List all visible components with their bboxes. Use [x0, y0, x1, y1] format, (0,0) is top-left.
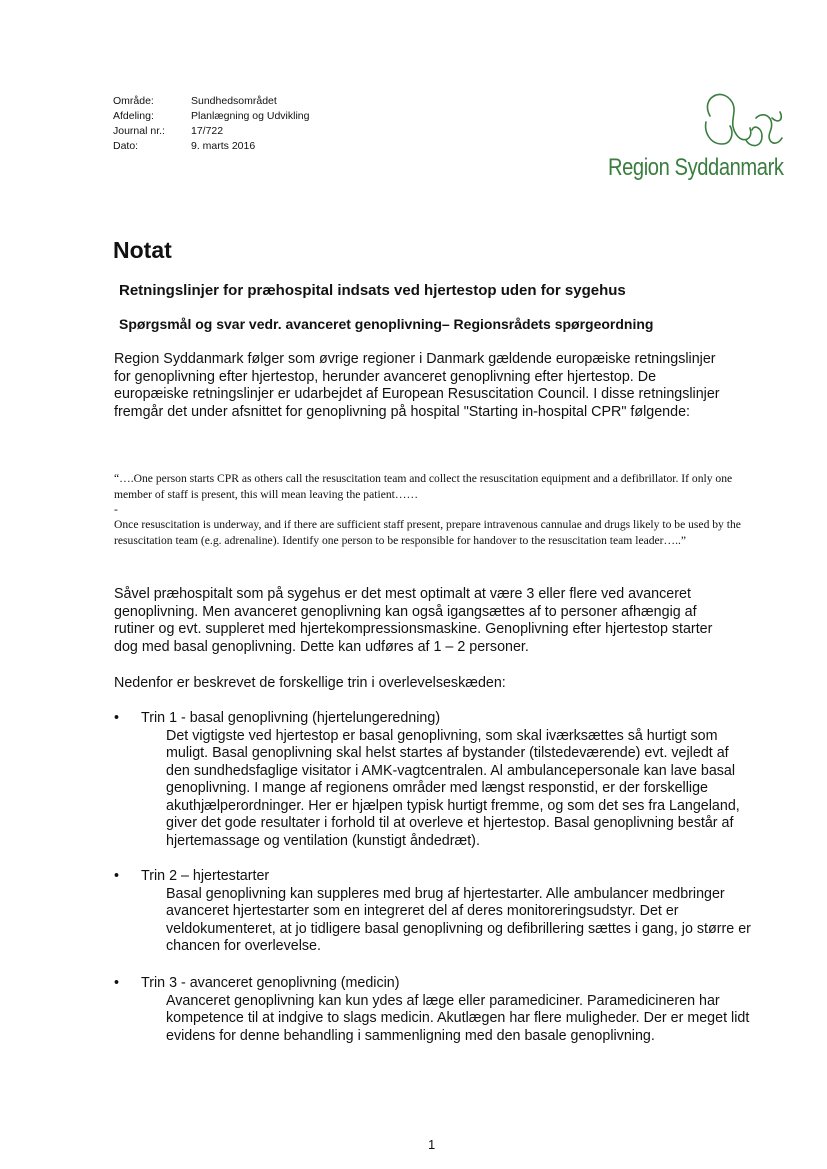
- logo-text: Region Syddanmark: [608, 154, 784, 181]
- meta-label: Journal nr.:: [113, 125, 165, 137]
- list-item-body: Avanceret genoplivning kan kun ydes af læge eller paramediciner. Paramedicineren har kompetence til at indgive to slags medicin. Akutlægen har flere muligheder. Der er meget lidt evidens for denne behandling i sammenligning med den basale genoplivning.: [166, 992, 750, 1044]
- paragraph-2: Såvel præhospitalt som på sygehus er det mest optimalt at være 3 eller flere ved avanceret genoplivning. Men avanceret genoplivning kan også igangsættes af to personer afhængig af rutiner og evt. suppleret med hjertekompressionsmaskine. Genoplivning efter hjertestop starter dog med basal genoplivning. Dette kan udføres af 1 – 2 personer.: [114, 586, 713, 656]
- meta-label: Område:: [113, 95, 154, 107]
- document-heading: Retningslinjer for præhospital indsats ved hjertestop uden for sygehus: [119, 282, 626, 299]
- meta-label: Afdeling:: [113, 110, 154, 122]
- list-item-title: Trin 2 – hjertestarter: [141, 868, 270, 884]
- meta-label: Dato:: [113, 140, 139, 152]
- meta-value: Planlægning og Udvikling: [191, 110, 310, 122]
- meta-row-journal: [113, 124, 310, 139]
- page-number: 1: [428, 1137, 436, 1152]
- meta-row-area: [113, 94, 310, 109]
- document-subheading: Spørgsmål og svar vedr. avanceret genoplivning– Regionsrådets spørgeordning: [119, 316, 654, 332]
- intro-paragraph: Region Syddanmark følger som øvrige regioner i Danmark gældende europæiske retningslinjer for genoplivning efter hjertestop, herunder avanceret genoplivning efter hjertestop. De europæiske retningslinjer er udarbejdet af European Resuscitation Council. I disse retningslinjer fremgår det under afsnittet for genoplivning på hospital "Starting in-hospital CPR" følgende:: [114, 351, 720, 421]
- logo-mark-icon: [692, 88, 802, 160]
- paragraph-3: Nedenfor er beskrevet de forskellige trin i overlevelseskæden:: [114, 675, 506, 691]
- meta-value: Sundhedsområdet: [191, 95, 277, 107]
- region-logo: [600, 88, 800, 188]
- list-item-body: Basal genoplivning kan suppleres med brug af hjertestarter. Alle ambulancer medbringer avanceret hjertestarter som en integreret del af deres monitoreringsudstyr. Det er veldokumenteret, at jo tidligere basal genoplivning og defibrillering sættes i gang, jo større er chancen for overlevelse.: [166, 885, 751, 954]
- list-item-title: Trin 1 - basal genoplivning (hjertelungeredning): [141, 710, 441, 726]
- meta-row-department: [113, 109, 310, 124]
- document-metadata: [113, 94, 310, 154]
- quote-part-1: “….One person starts CPR as others call the resuscitation team and collect the resuscitation equipment and a defibrillator. If only one member of staff is present, this will mean leaving the patient……: [114, 472, 733, 501]
- bullet-icon: •: [114, 710, 120, 726]
- meta-value: 9. marts 2016: [191, 140, 256, 152]
- page-title: Notat: [113, 237, 172, 263]
- bullet-icon: •: [114, 868, 120, 884]
- bullet-icon: •: [114, 975, 120, 991]
- quote-dash: -: [114, 503, 118, 516]
- list-item-title: Trin 3 - avanceret genoplivning (medicin): [141, 975, 400, 991]
- meta-row-date: [113, 139, 310, 154]
- meta-value: 17/722: [191, 125, 224, 137]
- list-item-body: Det vigtigste ved hjertestop er basal genoplivning, som skal iværksættes så hurtigt som muligt. Basal genoplivning skal helst startes af bystander (tilstedeværende) evt. vejledt af den sundhedsfaglige visitator i AMK-vagtcentralen. Al ambulancepersonale kan lave basal genoplivning. I mange af regionens områder med længst responstid, er der forskellige akuthjælperordninger. Her er hjælpen typisk hurtigt fremme, og som det ses fra Langeland, giver det gode resultater i forhold til at overleve et hjertestop. Basal genoplivning består af hjertemassage og ventilation (kunstigt åndedræt).: [166, 727, 740, 849]
- quote-part-2: Once resuscitation is underway, and if there are sufficient staff present, prepare intravenous cannulae and drugs likely to be used by the resuscitation team (e.g. adrenaline). Identify one person to be responsible for handover to the resuscitation team leader…..”: [114, 518, 741, 547]
